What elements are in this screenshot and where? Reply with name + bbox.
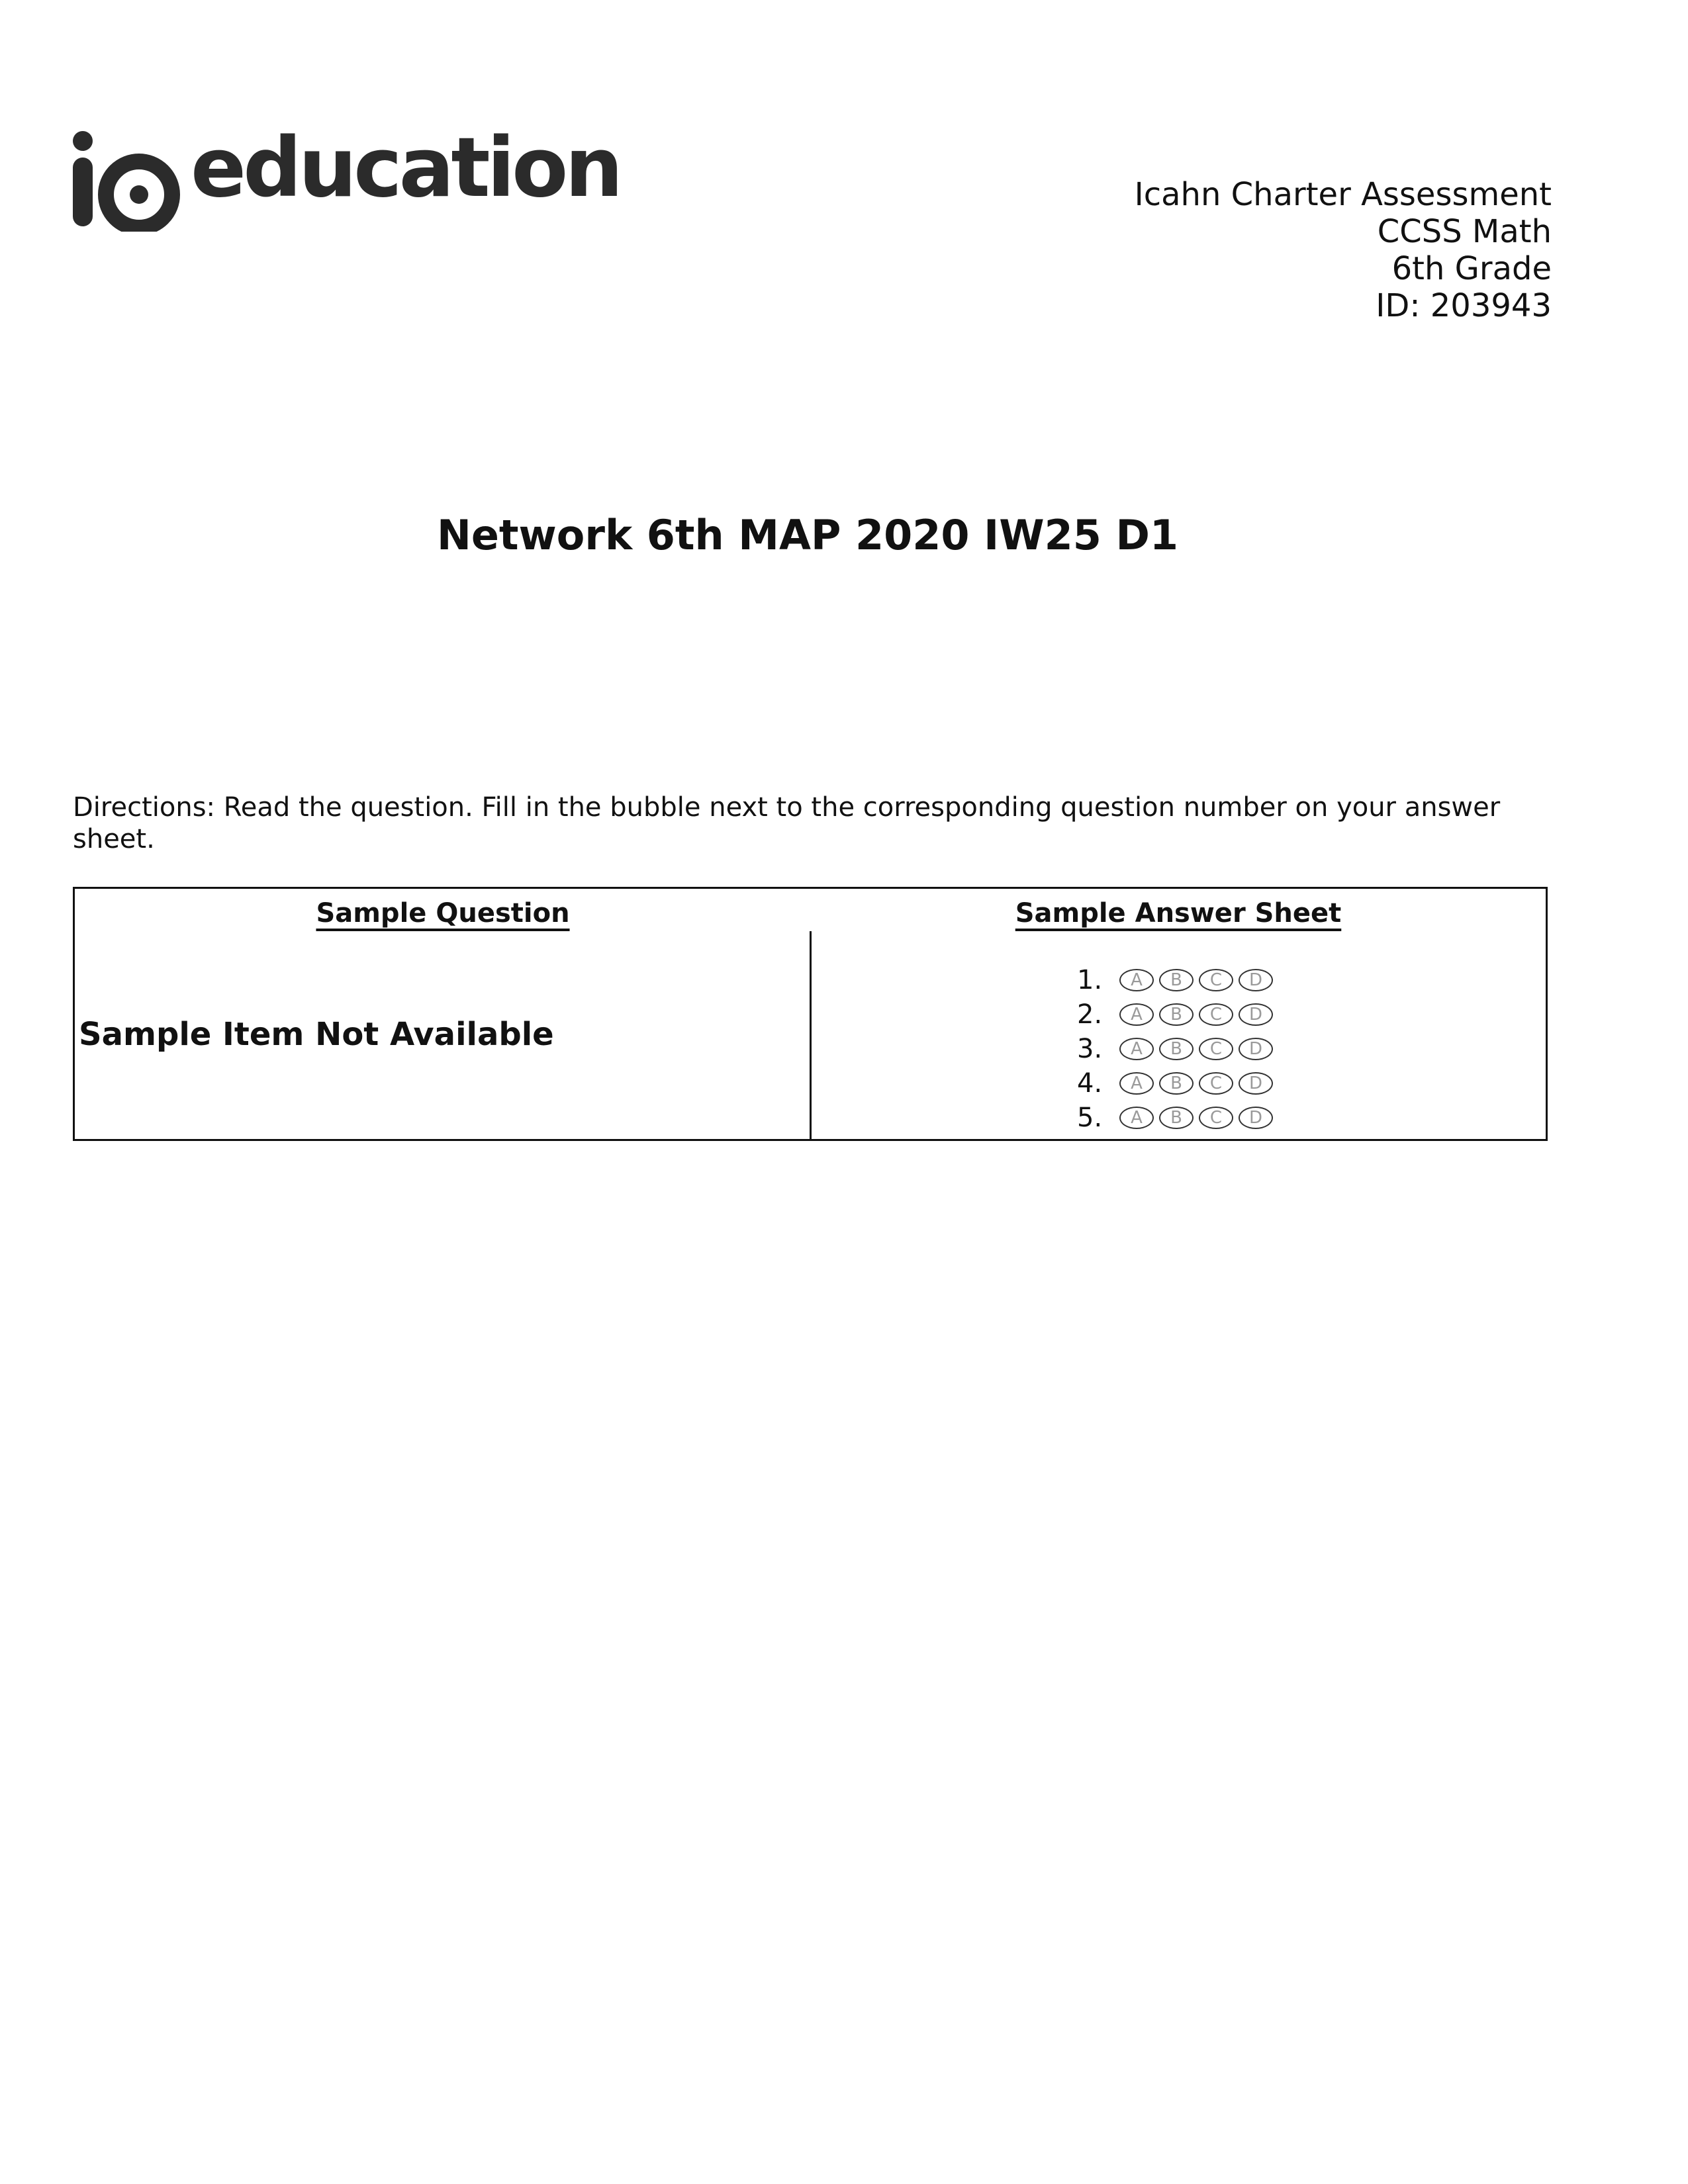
sample-table [73,887,1548,1141]
column-divider [810,931,812,1139]
question-number: 4. [1077,1068,1103,1099]
sample-answer-sheet-heading: Sample Answer Sheet [1015,898,1342,929]
answer-row [1077,997,1278,1032]
io-logo-icon [71,131,184,232]
directions-text: Directions: Read the question. Fill in the bubble next to the corresponding question number on your answer sheet. [73,792,1501,854]
answer-bubble-d[interactable]: D [1239,969,1273,991]
io-education-logo [71,120,620,232]
page-title: Network 6th MAP 2020 IW25 D1 [436,511,1179,559]
answer-bubble-d[interactable]: D [1239,1038,1273,1060]
answer-bubble-a[interactable]: A [1119,1038,1154,1060]
answer-bubble-c[interactable]: C [1199,1072,1233,1095]
assessment-id: ID: 203943 [1376,287,1552,324]
assessment-subject: CCSS Math [1377,213,1552,250]
answer-sheet-rows [1077,963,1278,1135]
answer-bubble-d[interactable]: D [1239,1003,1273,1026]
answer-bubble-c[interactable]: C [1199,1003,1233,1026]
question-number: 1. [1077,965,1103,995]
answer-bubble-b[interactable]: B [1159,1072,1194,1095]
answer-row [1077,1032,1278,1066]
question-number: 2. [1077,999,1103,1030]
answer-bubble-c[interactable]: C [1199,969,1233,991]
answer-bubble-a[interactable]: A [1119,1072,1154,1095]
assessment-grade: 6th Grade [1391,250,1552,287]
answer-bubble-b[interactable]: B [1159,1038,1194,1060]
answer-bubble-a[interactable]: A [1119,1003,1154,1026]
question-number: 5. [1077,1103,1103,1133]
answer-bubble-a[interactable]: A [1119,1107,1154,1129]
answer-bubble-b[interactable]: B [1159,969,1194,991]
sample-question-heading: Sample Question [316,898,570,929]
assessment-info [1135,176,1552,324]
answer-bubble-b[interactable]: B [1159,1107,1194,1129]
answer-bubble-b[interactable]: B [1159,1003,1194,1026]
answer-row [1077,1066,1278,1101]
answer-bubble-d[interactable]: D [1239,1107,1273,1129]
answer-bubble-c[interactable]: C [1199,1038,1233,1060]
sample-item-message: Sample Item Not Available [79,1016,554,1053]
answer-bubble-a[interactable]: A [1119,969,1154,991]
answer-bubble-c[interactable]: C [1199,1107,1233,1129]
question-number: 3. [1077,1034,1103,1064]
answer-bubble-d[interactable]: D [1239,1072,1273,1095]
assessment-name: Icahn Charter Assessment [1134,176,1552,213]
answer-row [1077,963,1278,997]
logo-wordmark: education [191,120,620,216]
answer-row [1077,1101,1278,1135]
